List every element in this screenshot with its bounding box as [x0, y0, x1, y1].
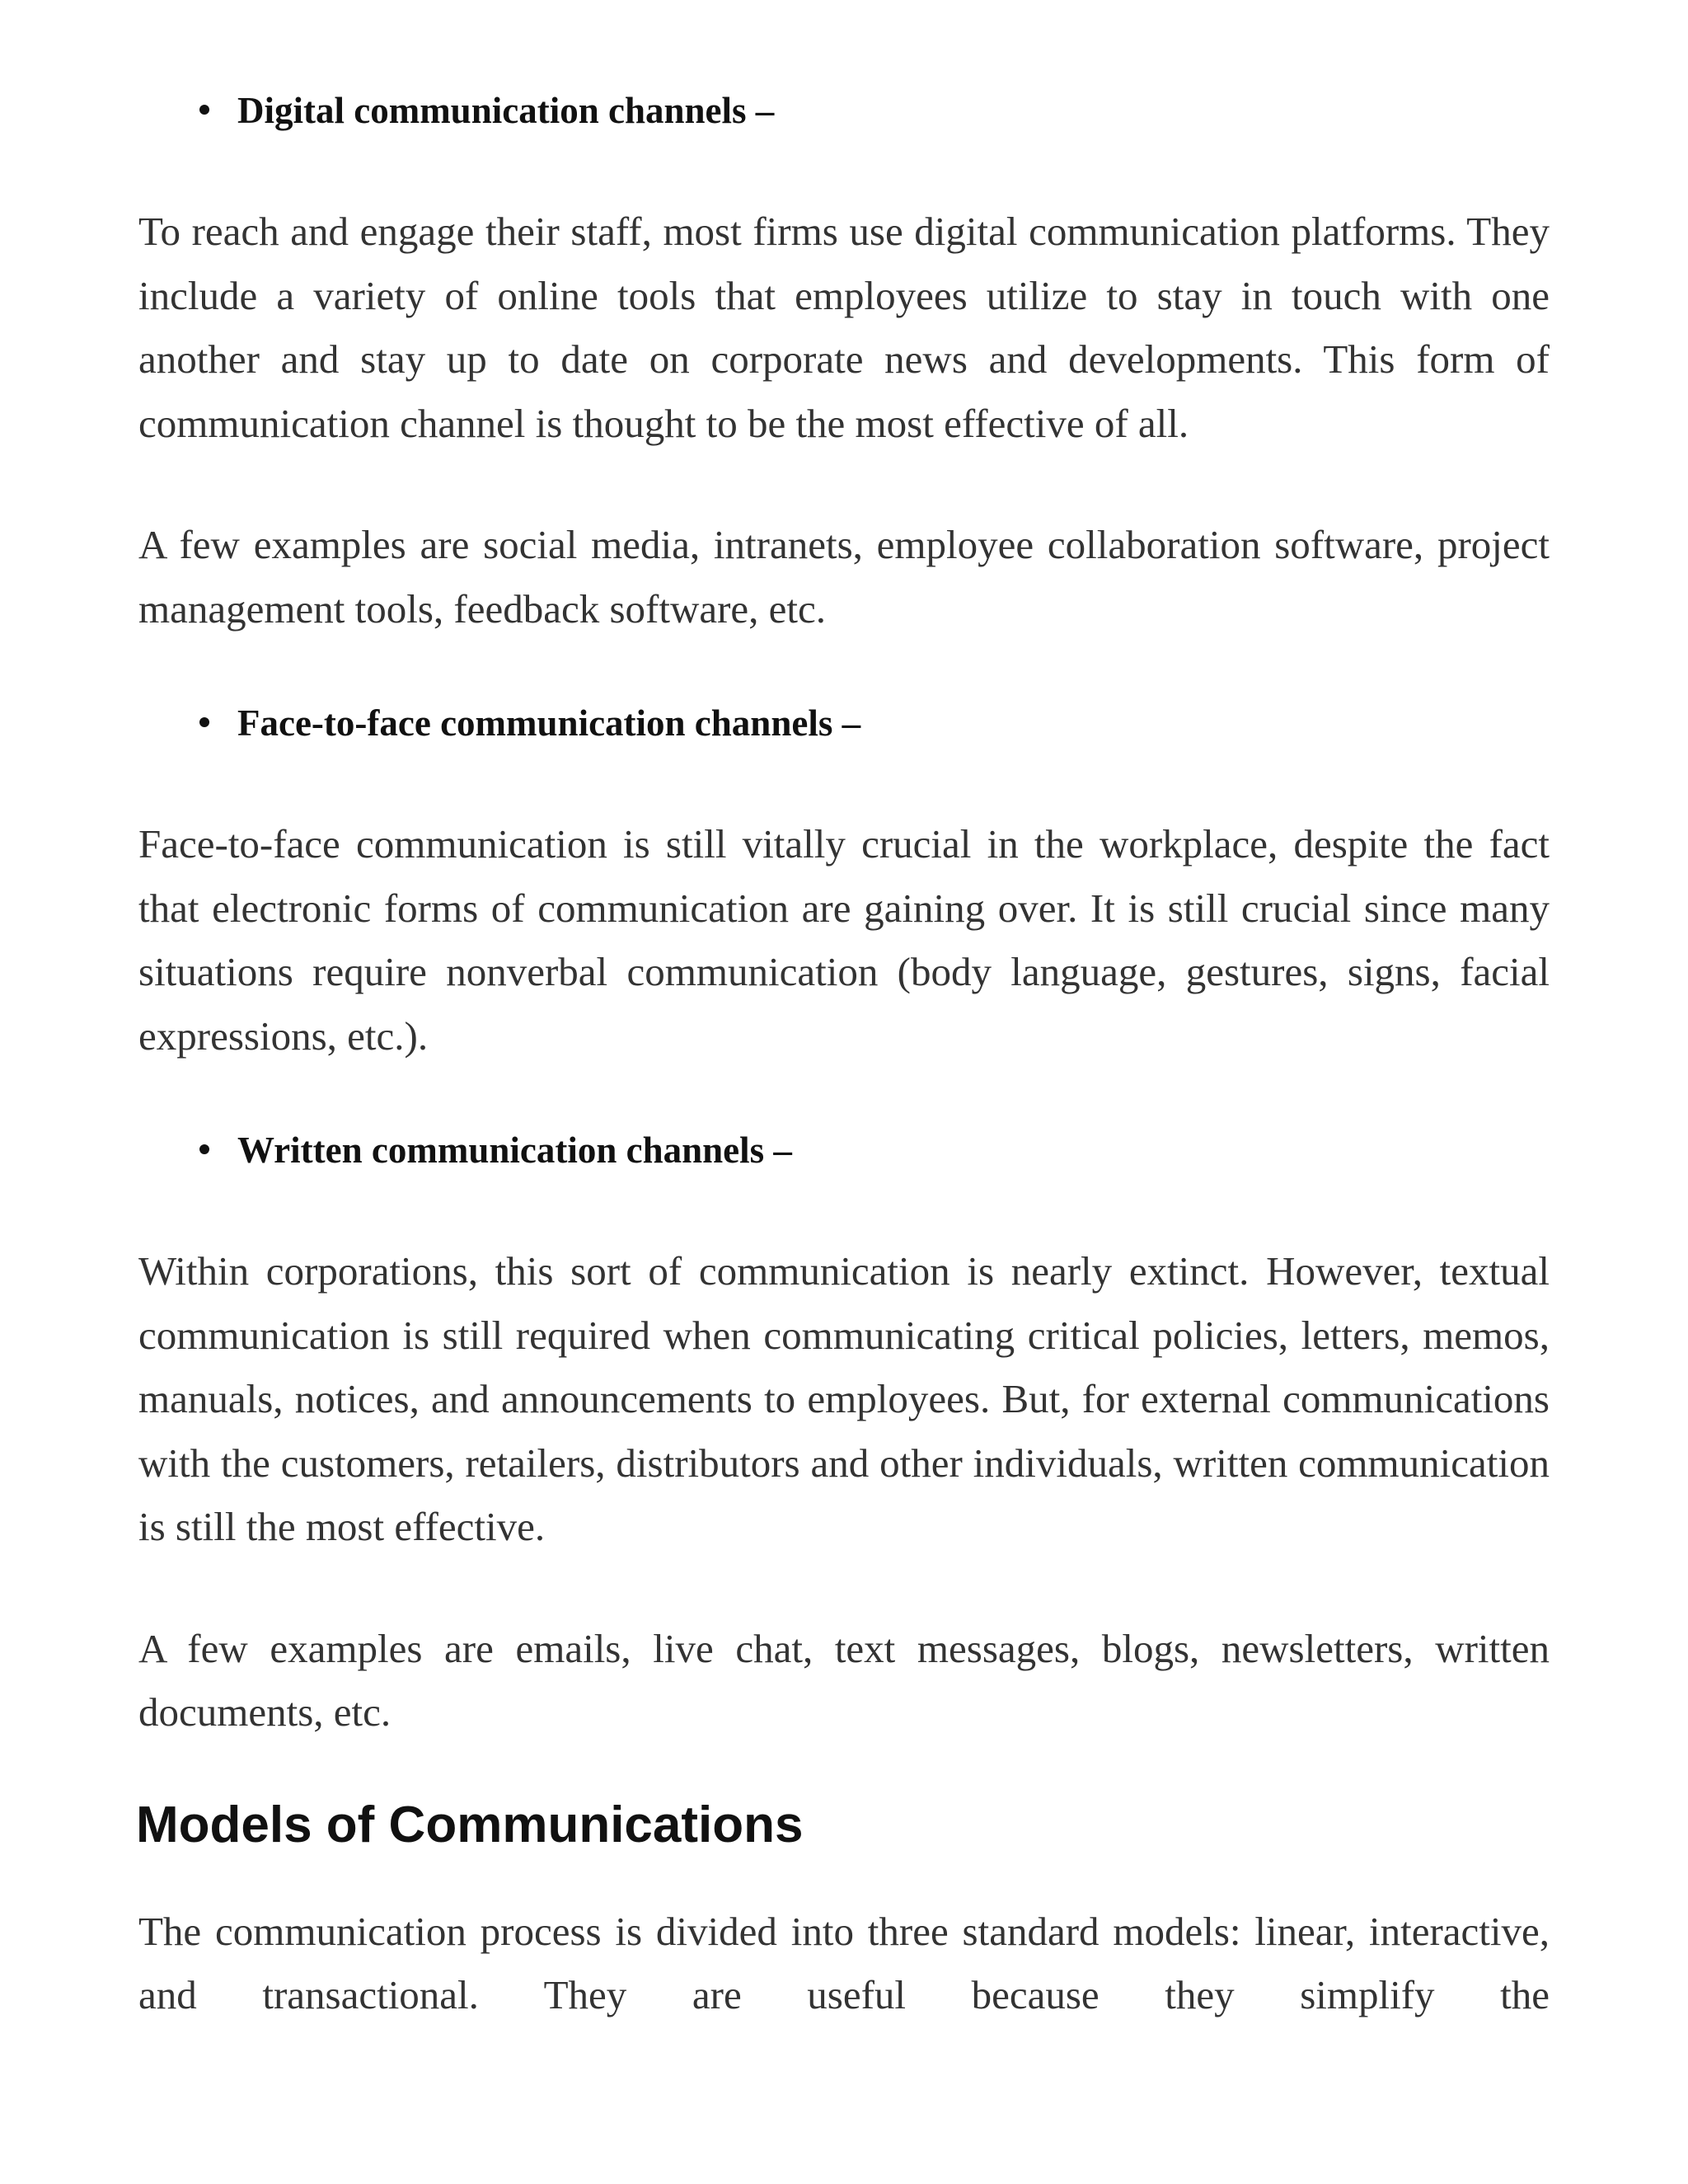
paragraph-digital-examples: A few examples are social media, intranets, employee collaboration software, project management tools, feedback software, etc.: [138, 522, 1550, 632]
paragraph-written-description: Within corporations, this sort of communication is nearly extinct. However, textual communication is still required when communicating critical policies, letters, memos, manuals, notices, and announcements to employees. But, for external communications with the customers, retailers, distributors and other individuals, written communication is still the most effective.: [138, 1248, 1550, 1549]
document-content: [138, 84, 1550, 2027]
section-heading-models: Models of Communications: [136, 1796, 804, 1853]
bullet-icon: [199, 105, 209, 115]
paragraph-models-intro: The communication process is divided into three standard models: linear, interactive, and transactional. They are useful because they simplify the: [138, 1908, 1550, 2017]
bullet-heading-written: [138, 1124, 1550, 1177]
bullet-heading-text: Written communication channels –: [237, 1130, 792, 1171]
bullet-icon: [199, 717, 209, 727]
paragraph-digital-description: To reach and engage their staff, most firms use digital communication platforms. They include a variety of online tools that employees utilize to stay in touch with one another and stay up to date on corporate news and developments. This form of communication channel is thought to be the most effective of all.: [138, 209, 1550, 446]
bullet-heading-face-to-face: [138, 697, 1550, 749]
bullet-heading-text: Face-to-face communication channels –: [237, 702, 861, 744]
paragraph-written-examples: A few examples are emails, live chat, text messages, blogs, newsletters, written documents, etc.: [138, 1625, 1550, 1735]
bullet-icon: [199, 1144, 209, 1154]
paragraph-face-to-face-description: Face-to-face communication is still vitally crucial in the workplace, despite the fact that electronic forms of communication are gaining over. It is still crucial since many situations require nonverbal communication (body language, gestures, signs, facial expressions, etc.).: [138, 821, 1550, 1059]
bullet-heading-text: Digital communication channels –: [237, 90, 775, 131]
bullet-heading-digital: [138, 84, 1550, 137]
